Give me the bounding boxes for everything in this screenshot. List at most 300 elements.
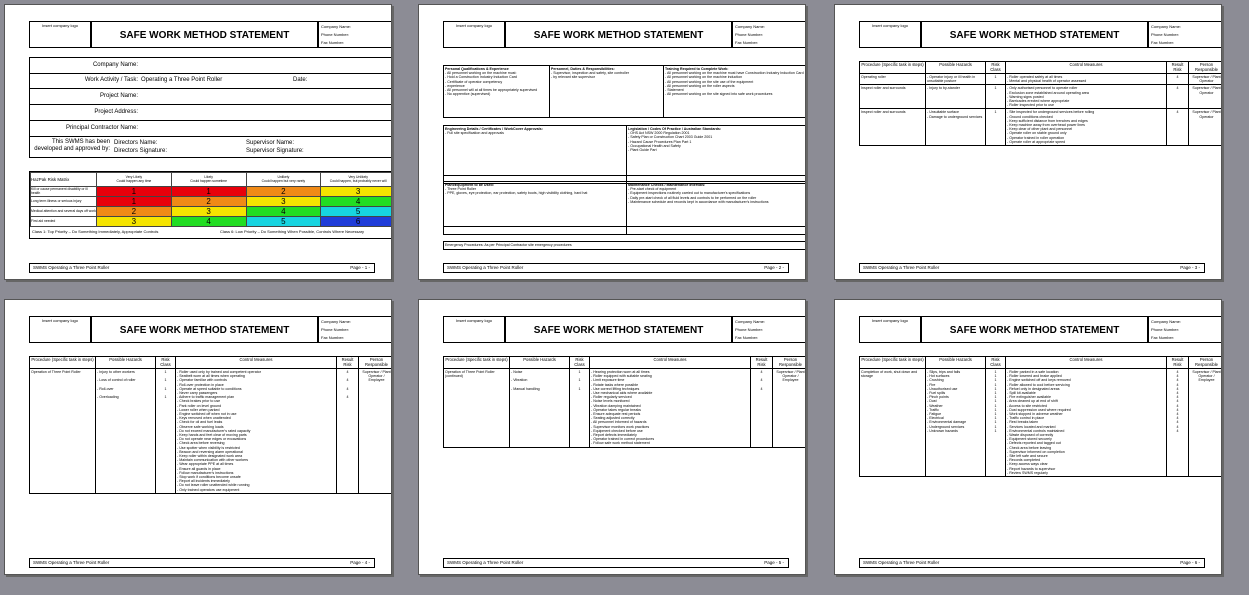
page-4 (4, 299, 392, 575)
control-measure: - Adhere to traffic management plan (177, 395, 235, 400)
project-name-row (29, 89, 392, 105)
result-risk-cell: 4 (1167, 85, 1189, 109)
risk-class-cell: 1 (986, 74, 1006, 85)
training-text (665, 71, 806, 96)
control-measure: - Refuel only in designated areas (1007, 386, 1060, 391)
list-line: - Daily pre-start check of all fluid levels and controls to be performed on the roller (628, 195, 757, 200)
page-number: Page - 2 - (764, 265, 784, 270)
footer-title: SWMS Operating a Three Point Roller (447, 560, 524, 565)
personnel-table (443, 65, 806, 118)
list-line: - Maintenance schedule and records kept in accordance with manufacturer's instructions (628, 199, 769, 204)
developed-by-label: This SWMS has been developed and approved by: (34, 139, 110, 152)
control-measure: - Ensure all guards in place (177, 466, 221, 471)
person-responsible-cell: Supervisor / Plant Operator (1189, 109, 1223, 146)
meta-company: Company Name: (321, 24, 352, 29)
result-risk-cell: 4 (1167, 109, 1189, 146)
matrix-cell: 4 (321, 197, 392, 207)
control-measure: - Operator familiar with controls (177, 378, 227, 383)
control-measure: - Roller parked in a safe location (1007, 370, 1059, 374)
table-row (444, 369, 807, 448)
hazards-cell: - Noise - Vibration - Manual handling (510, 369, 570, 448)
matrix-cell: 5 (321, 207, 392, 217)
company-name-label: Company Name: (92, 62, 138, 68)
hazards-cell: - Unsuitable surface - Damage to underground services (926, 109, 986, 146)
procedure-cell: Completion of work, shut down and storage (860, 369, 926, 477)
matrix-row-label: Kill or cause permanent disability or ill health (31, 187, 97, 197)
page-footer (29, 263, 375, 273)
meta-company: Company Name: (735, 319, 766, 324)
matrix-cell: 3 (171, 207, 246, 217)
footer-title: SWMS Operating a Three Point Roller (33, 265, 110, 270)
class-note-1: Class 1: Top Priority – Do Something Immediately, Appropriate Controls (32, 229, 159, 234)
person-responsible-cell: Supervisor / Plant Operator / Employee (773, 369, 807, 448)
control-measure: - Roller lowered and brake applied (1007, 374, 1062, 379)
control-measure: - Observe safe working loads (177, 424, 224, 429)
table-row (860, 74, 1223, 85)
work-activity-label: Work Activity / Task: (84, 77, 138, 83)
hazard-header: Procedure (Specific task in steps) (860, 357, 926, 369)
hazards-cell: - Injury to other workers - Loss of control of roller - Roll-over - Overloading (96, 369, 156, 494)
meta-fax: Fax Number: (321, 335, 345, 340)
document-title: SAFE WORK METHOD STATEMENT (505, 21, 732, 48)
company-logo-placeholder: Insert company logo (859, 316, 921, 343)
page-number: Page - 1 - (350, 265, 370, 270)
matrix-col-unlikely: Unlikely Could happen but very rarely (246, 173, 321, 187)
company-meta (318, 21, 392, 48)
hazard-header: Procedure (Specific task in steps) (444, 357, 510, 369)
page-header (859, 316, 1222, 343)
procedure-cell: Operation of Three Point Roller (30, 369, 96, 494)
hazards-cell: - Operator injury or ill health in unsuitable posture (926, 74, 986, 85)
risk-class-cell: 1 1 1 (570, 369, 590, 448)
list-line: - Occupational Health and Safety (628, 143, 681, 148)
control-measure: - Defects reported and tagged out (1007, 441, 1061, 446)
result-risk-cell: 4 (1167, 74, 1189, 85)
matrix-cell: 6 (321, 217, 392, 227)
control-measure: - Keep machine away from overhead power lines (1007, 123, 1085, 128)
result-risk-cell: 4 4 4 4 (337, 369, 359, 494)
control-measure: - Never carry passengers (177, 391, 218, 396)
work-activity-row (29, 73, 392, 89)
page-footer (443, 558, 789, 568)
page-footer (29, 558, 375, 568)
control-measure: - Warning signs posted (1007, 94, 1044, 99)
footer-title: SWMS Operating a Three Point Roller (863, 265, 940, 270)
list-line: - All personnel working on the roller aspects (665, 83, 735, 88)
hazard-header: Person Responsible (359, 357, 393, 369)
control-measure: - Rotate tasks where possible (591, 382, 639, 387)
control-measure: - Equipment stored securely (1007, 437, 1052, 442)
list-line: - experience (445, 83, 465, 88)
hazard-header: Control Measures (1006, 357, 1167, 369)
control-measure: - Engine switched off and keys removed (1007, 378, 1071, 383)
company-meta (732, 21, 806, 48)
hazard-table (29, 356, 392, 494)
maintenance-cell (627, 182, 807, 227)
maintenance-text (628, 187, 806, 204)
control-measure: - Engine switched off when not in use (177, 412, 237, 417)
hazard-header: Risk Class (986, 357, 1006, 369)
page-header (859, 21, 1222, 48)
plant-heading: Plant/Equipment to be Used: (445, 183, 494, 187)
control-measure: - Supervisor monitors work practices (591, 424, 650, 429)
meta-company: Company Name: (321, 319, 352, 324)
hazard-header: Control Measures (1006, 62, 1167, 74)
control-measure: - Lower roller when parked (177, 407, 220, 412)
meta-fax: Fax Number: (1151, 335, 1175, 340)
control-measure: - Seatbelt worn at all times when operating (177, 374, 245, 379)
meta-company: Company Name: (735, 24, 766, 29)
page-footer (859, 263, 1205, 273)
control-measure: - Dust suppression used where required (1007, 407, 1071, 412)
control-measure: - Roller allowed to cool before servicing (1007, 382, 1070, 387)
control-measure: - Use mechanical aids where available (591, 391, 653, 396)
control-measure: - Use spotter when visibility is restricted (177, 445, 240, 450)
meta-fax: Fax Number: (1151, 40, 1175, 45)
page-footer (859, 558, 1205, 568)
matrix-row-label: Medical attention and several days off work (31, 207, 97, 217)
page-1 (4, 4, 392, 280)
procedure-cell: Operating roller (860, 74, 926, 85)
control-measure: - Ground conditions checked (1007, 114, 1053, 119)
control-measure: - Keep clear of other plant and personnel (1007, 127, 1073, 132)
footer-title: SWMS Operating a Three Point Roller (863, 560, 940, 565)
hazard-header: Control Measures (176, 357, 337, 369)
document-title: SAFE WORK METHOD STATEMENT (921, 21, 1148, 48)
risk-class-cell: 1 1 1 1 1 1 1 1 1 1 1 1 1 1 1 (986, 369, 1006, 477)
engineering-heading: Engineering Details / Certificates / WorkCover Approvals: (445, 127, 543, 131)
control-measure: - Operator trained in roller operation (1007, 135, 1065, 140)
emergency-procedures: Emergency Procedures: As per Principal Contractor site emergency procedures (444, 242, 807, 250)
meta-company: Company Name: (1151, 24, 1182, 29)
person-responsible-cell: Supervisor / Plant Operator (1189, 85, 1223, 109)
hazards-cell: - Injury to by-stander (926, 85, 986, 109)
matrix-col-very-unlikely: Very Unlikely Could happen, but probably never will (321, 173, 392, 187)
control-measure: - Waste disposed of correctly (1007, 433, 1054, 438)
plant-table (443, 181, 806, 235)
table-row (860, 109, 1223, 146)
list-line: - Pre-start check of equipment (628, 187, 677, 192)
qualifications-text (445, 71, 548, 96)
matrix-cell: 4 (246, 207, 321, 217)
control-measure: - Work stopped in adverse weather (1007, 412, 1063, 417)
hazard-table (443, 356, 806, 448)
hazard-header: Possible Hazards (926, 357, 986, 369)
control-measures-cell (176, 369, 337, 494)
hazard-header: Result Risk (337, 357, 359, 369)
date-label: Date: (293, 77, 308, 83)
control-measure: - Records completed (1007, 458, 1041, 463)
matrix-cell: 1 (97, 187, 172, 197)
list-line: - Hazard Cause Procedures Plan Part 1 (628, 139, 692, 144)
control-measure: - Report hazards to supervisor (1007, 466, 1056, 471)
control-measure: - Mental and physical health of operator assessed (1007, 79, 1087, 84)
result-risk-cell: 4 4 4 4 4 4 4 4 4 4 4 4 4 4 4 (1167, 369, 1189, 477)
meta-phone: Phone Number: (321, 32, 350, 37)
control-measure: - Hearing protection worn at all times (591, 370, 650, 374)
risk-matrix-label: HazPak Risk Matrix (31, 173, 97, 187)
document-title: SAFE WORK METHOD STATEMENT (91, 316, 318, 343)
control-measure: - Operate roller on stable ground only (1007, 131, 1067, 136)
risk-class-cell: 1 (986, 85, 1006, 109)
page-number: Page - 4 - (350, 560, 370, 565)
control-measure: - Fire extinguisher available (1007, 395, 1051, 400)
procedure-cell: Inspect roller and surrounds (860, 85, 926, 109)
hazard-header: Procedure (Specific task in steps) (860, 62, 926, 74)
developed-by-row (29, 137, 392, 158)
control-measure: - Roller regularly serviced (591, 395, 632, 400)
page-header (29, 316, 392, 343)
footer-title: SWMS Operating a Three Point Roller (33, 560, 110, 565)
list-line: - Equipment inspections routinely carried out to manufacturer's specifications (628, 191, 751, 196)
risk-class-cell: 1 (986, 109, 1006, 146)
table-row (860, 369, 1223, 477)
control-measure: - Check area before leaving (1007, 445, 1052, 450)
control-measure: - Beacon and reversing alarm operational (177, 449, 243, 454)
list-line: - Three Point Roller (445, 187, 477, 192)
training-heading: Training Required to Complete Work: (665, 67, 729, 71)
hazard-header: Person Responsible (773, 357, 807, 369)
control-measure: - All personnel informed of hazards (591, 420, 647, 425)
matrix-cell: 2 (171, 197, 246, 207)
control-measure: - Report defects immediately (591, 433, 637, 438)
risk-matrix (29, 171, 392, 239)
table-row (860, 85, 1223, 109)
control-measure: - Only authorised personnel to operate roller (1007, 86, 1078, 91)
company-logo-placeholder: Insert company logo (443, 21, 505, 48)
page-number: Page - 3 - (1180, 265, 1200, 270)
matrix-col-very-likely: Very Likely Could happen any time (97, 173, 172, 187)
legislation-heading: Legislation / Codes Of Practice / Australian Standards: (628, 127, 722, 131)
procedure-cell: Operation of Three Point Roller (continued) (444, 369, 510, 448)
directors-name-label: Directors Name: (114, 140, 158, 146)
qualifications-heading: Personal Qualifications & Experience (445, 67, 509, 71)
duties-heading: Personnel, Duties & Responsibilities: (551, 67, 615, 71)
page-header (443, 21, 806, 48)
person-responsible-cell: Supervisor / Plant Operator / Employee (1189, 369, 1223, 477)
principal-contractor-label: Principal Contractor Name: (65, 125, 138, 131)
control-measure: - Equipment checked before use (591, 428, 643, 433)
matrix-cell: 3 (321, 187, 392, 197)
matrix-cell: 5 (246, 217, 321, 227)
control-measure: - Review SWMS regularly (1007, 470, 1048, 475)
project-name-label: Project Name: (99, 93, 138, 99)
control-measure: - Rest breaks taken (1007, 420, 1039, 425)
matrix-cell: 1 (171, 187, 246, 197)
list-line: - No apprentice (supervised) (445, 92, 491, 97)
footer-title: SWMS Operating a Three Point Roller (447, 265, 524, 270)
directors-signature-label: Directors Signature: (114, 148, 168, 154)
legislation-cell (627, 126, 807, 176)
list-line: - Statement (665, 88, 684, 93)
control-measure: - Site inspected for underground services before rolling (1007, 110, 1095, 115)
meta-company: Company Name: (1151, 319, 1182, 324)
control-measure: - Seating adjusted correctly (591, 416, 635, 421)
hazard-header: Possible Hazards (96, 357, 156, 369)
control-measure: - Check for oil and fuel leaks (177, 420, 223, 425)
duties-text (551, 71, 662, 79)
matrix-cell: 1 (97, 197, 172, 207)
hazard-header: Person Responsible (1189, 357, 1223, 369)
plant-text (445, 187, 625, 195)
hazard-header: Result Risk (751, 357, 773, 369)
procedure-cell: Inspect roller and surrounds (860, 109, 926, 146)
matrix-row-label: Long term illness or serious injury (31, 197, 97, 207)
person-responsible-cell: Supervisor / Plant Operator (1189, 74, 1223, 85)
page-number: Page - 6 - (1180, 560, 1200, 565)
document-title: SAFE WORK METHOD STATEMENT (505, 316, 732, 343)
matrix-cell: 3 (97, 217, 172, 227)
control-measure: - Keep hands and feet clear of moving parts (177, 433, 247, 438)
hazard-header: Risk Class (570, 357, 590, 369)
company-logo-placeholder: Insert company logo (859, 21, 921, 48)
list-line: - Certificate of operator competency (445, 79, 503, 84)
supervisor-signature-label: Supervisor Signature: (246, 148, 304, 154)
hazard-header: Result Risk (1167, 357, 1189, 369)
hazard-table (859, 61, 1222, 146)
control-measure: - Operate at speed suitable to conditions (177, 386, 242, 391)
control-measure: - Do not leave roller unattended while running (177, 483, 250, 488)
list-line: - Plant Guide Part (628, 148, 657, 153)
list-line: - All personnel will at all times be appropriately supervised (445, 88, 538, 93)
company-meta (1148, 316, 1222, 343)
company-logo-placeholder: Insert company logo (29, 316, 91, 343)
page-3 (834, 4, 1222, 280)
hazard-header: Possible Hazards (510, 357, 570, 369)
control-measure: - Environmental controls maintained (1007, 428, 1065, 433)
control-measure: - Do not operate near edges or excavations (177, 437, 247, 442)
person-responsible-cell: Supervisor / Plant Operator / Employee (359, 369, 393, 494)
control-measures-cell (590, 369, 751, 448)
company-meta (318, 316, 392, 343)
hazard-header: Result Risk (1167, 62, 1189, 74)
list-line: - All personnel working on the site use of the equipment (665, 79, 754, 84)
matrix-col-likely: Likely Could happen sometime (171, 173, 246, 187)
hazard-header: Control Measures (590, 357, 751, 369)
control-measure: - Site left safe and secure (1007, 454, 1048, 459)
document-title: SAFE WORK METHOD STATEMENT (91, 21, 318, 48)
control-measures-cell (1006, 74, 1167, 85)
control-measure: - Area cleaned up at end of shift (1007, 399, 1058, 404)
matrix-cell: 4 (171, 217, 246, 227)
control-measures-cell (1006, 85, 1167, 109)
control-measure: - Supervisor informed on completion (1007, 449, 1065, 454)
company-meta (732, 316, 806, 343)
table-row (30, 369, 393, 494)
engineering-text (445, 131, 625, 135)
meta-phone: Phone Number: (1151, 327, 1180, 332)
qualifications-cell (444, 66, 550, 118)
control-measure: - Ensure adequate rest periods (591, 412, 641, 417)
page-6 (834, 299, 1222, 575)
matrix-cell: 2 (97, 207, 172, 217)
control-measure: - Park roller on level ground (177, 403, 222, 408)
class-note-2: Class 6: Low Priority – Do Something When Possible, Controls Where Necessary (220, 229, 365, 234)
control-measure: - Keys removed when unattended (177, 416, 231, 421)
control-measure: - Vibration damping maintained (591, 403, 641, 408)
engineering-cell (444, 126, 627, 176)
list-line: - OHS Act NSW 2000 Regulation 2001 (628, 131, 690, 136)
hazard-table (859, 356, 1222, 477)
list-line: - Supervisor, inspection and safety, site controller (551, 71, 630, 76)
list-line: - by relevant site supervisor (551, 75, 595, 80)
risk-class-cell: 1 1 1 1 (156, 369, 176, 494)
project-address-label: Project Address: (94, 109, 138, 115)
page-2 (418, 4, 806, 280)
control-measure: - Use correct lifting techniques (591, 386, 640, 391)
work-activity-value: Operating a Three Point Roller (141, 77, 223, 83)
training-cell (664, 66, 807, 118)
page-number: Page - 5 - (764, 560, 784, 565)
control-measure: - Access to site restricted (1007, 403, 1047, 408)
control-measure: - Wear appropriate PPE at all times (177, 462, 234, 467)
control-measure: - Traffic control in place (1007, 416, 1045, 421)
control-measure: - Only trained operators use equipment (177, 487, 240, 492)
hazard-header: Procedure (Specific task in steps) (30, 357, 96, 369)
meta-fax: Fax Number: (735, 335, 759, 340)
control-measure: - Roller inspected prior to use (1007, 103, 1054, 108)
control-measures-cell (1006, 369, 1167, 477)
company-logo-placeholder: Insert company logo (29, 21, 91, 48)
control-measure: - Stop work if conditions become unsafe (177, 475, 241, 480)
supervisor-name-label: Supervisor Name: (246, 140, 295, 146)
control-measure: - Roller used only by trained and competent operator (177, 370, 261, 374)
meta-phone: Phone Number: (1151, 32, 1180, 37)
control-measure: - Keep roller within designated work area (177, 454, 243, 459)
result-risk-cell: 4 4 4 (751, 369, 773, 448)
control-measure: - Operator takes regular breaks (591, 407, 641, 412)
control-measure: - Do not exceed manufacturer's rated capacity (177, 428, 251, 433)
control-measure: - Barricades erected where appropriate (1007, 99, 1070, 104)
list-line: - Full site specification and approvals (445, 131, 504, 136)
control-measure: - Follow safe work method statement (591, 441, 650, 446)
control-measure: - Follow manufacturer's instructions (177, 470, 234, 475)
plant-cell (444, 182, 627, 227)
list-line: - All personnel working on the machine must have Construction Industry Induction Card (665, 71, 804, 76)
control-measures-cell (1006, 109, 1167, 146)
list-line: - All personnel working on the site signed into safe work procedures (665, 92, 773, 97)
page-header (29, 21, 392, 48)
page-footer (443, 263, 789, 273)
meta-fax: Fax Number: (735, 40, 759, 45)
control-measure: - Noise levels monitored (591, 399, 630, 404)
company-name-row (29, 57, 392, 74)
control-measure: - Report all incidents immediately (177, 479, 230, 484)
control-measure: - Check brakes prior to use (177, 399, 221, 404)
matrix-row-label: First aid needed (31, 217, 97, 227)
maintenance-heading: Maintenance Checks / Maintenance Intervals: (628, 183, 706, 187)
legislation-text (628, 131, 806, 152)
emergency-table (443, 241, 806, 250)
meta-fax: Fax Number: (321, 40, 345, 45)
control-measure: - Exclusion zone established around operating area (1007, 90, 1089, 95)
meta-phone: Phone Number: (321, 327, 350, 332)
control-measure: - Spill kit available (1007, 391, 1036, 396)
meta-phone: Phone Number: (735, 327, 764, 332)
duties-cell (550, 66, 664, 118)
document-title: SAFE WORK METHOD STATEMENT (921, 316, 1148, 343)
hazard-header: Person Responsible (1189, 62, 1223, 74)
company-meta (1148, 21, 1222, 48)
control-measure: - Check area before reversing (177, 441, 225, 446)
control-measure: - Keep access ways clear (1007, 462, 1048, 467)
hazard-header: Risk Class (986, 62, 1006, 74)
list-line: - PPE, gloves, eye protection, ear protection, safety boots, high visibility clothing, hard hat (445, 191, 588, 196)
control-measure: - Services located and marked (1007, 424, 1056, 429)
control-measure: - Operator trained in correct procedures (591, 437, 655, 442)
control-measure: - Maintain communication with other workers (177, 458, 249, 463)
control-measure: - Roller equipped with suitable seating (591, 374, 652, 379)
